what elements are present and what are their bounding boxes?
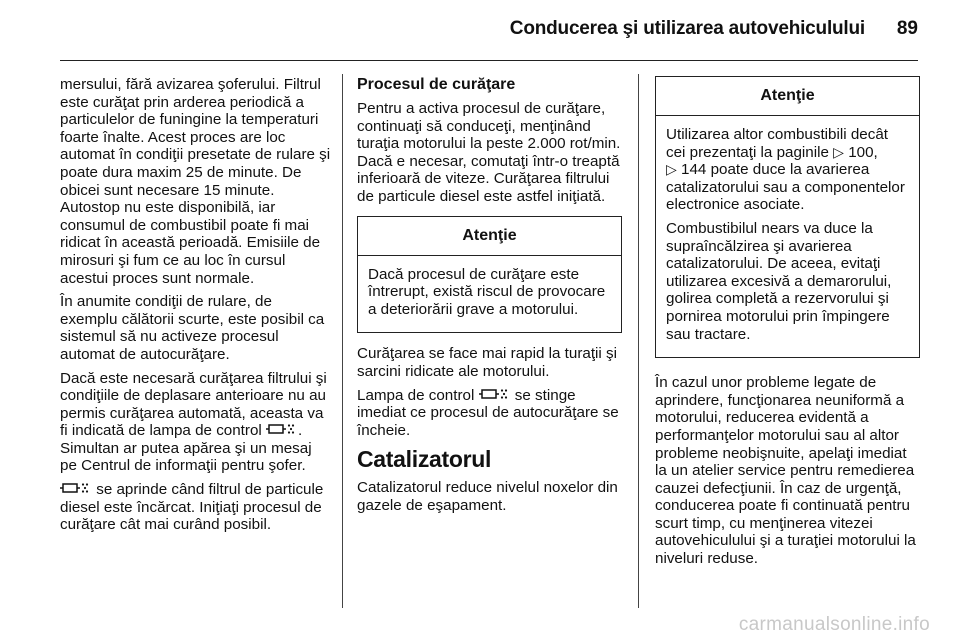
diesel-particle-filter-icon xyxy=(479,387,509,401)
paragraph: Dacă este necesară curăţarea filtrului şi condiţiile de deplasare anterioare nu au permis curăţarea automată, aceasta va fi indicată de lampa de control . Simultan ar putea apărea şi un mesaj pe Centrul de informaţii pentru şofer. xyxy=(60,369,327,475)
paragraph: În cazul unor probleme legate de aprindere, funcţionarea neuniformă a motorului, reducerea evidentă a performanţelor motorului sau al altor probleme neobişnuite, apelaţi imediat la un atelier service pentru remedierea cauzei defecţiunii. În caz de urgenţă, conducerea poate fi continuată pentru scurt timp, cu menţinerea vitezei autovehiculului şi a turaţiei motorului la niveluri reduse. xyxy=(655,374,916,568)
page-reference-arrow-icon: ▷ xyxy=(666,161,677,178)
watermark: carmanualsonline.info xyxy=(738,614,930,635)
diesel-particle-filter-icon xyxy=(266,422,296,436)
paragraph: se aprinde când filtrul de particule diesel este încărcat. Iniţiaţi procesul de curăţare cât mai curând posibil. xyxy=(60,481,324,534)
warning-box xyxy=(357,216,622,334)
paragraph: Catalizatorul reduce nivelul noxelor din gazele de eşapament. xyxy=(357,479,618,514)
page-reference-arrow-icon: ▷ xyxy=(833,143,844,160)
warning-body xyxy=(358,256,621,333)
column-2 xyxy=(357,76,622,521)
warning-box xyxy=(655,76,920,358)
paragraph: Lampa de control se stinge imediat ce procesul de autocurăţare se încheie. xyxy=(357,386,619,439)
warning-text: Combustibilul nears va duce la supraîncălzirea şi avarierea catalizatorului. De aceea, evitaţi utilizarea excesivă a demarorului, golirea completă a rezervorului şi pornirea motorului prin împingere sau tractare. xyxy=(666,219,892,343)
header-divider xyxy=(60,60,918,61)
paragraph: Pentru a activa procesul de curăţare, continuaţi să conduceţi, menţinând turaţia motorului la peste 2.000 rot/min. Dacă e necesar, comutaţi într-o treaptă inferioară de viteze. Curăţarea filtrului de particule diesel este astfel iniţiată. xyxy=(357,100,621,205)
page-reference-link[interactable]: 100, xyxy=(848,143,878,161)
column-divider-2 xyxy=(638,74,639,608)
warning-text: Utilizarea altor combustibili decât cei prezentaţi la paginile ▷ 100, ▷ 144 poate duce la avarierea catalizatorului sau a componentelor electronice asociate. xyxy=(666,126,905,214)
page-number: 89 xyxy=(896,18,918,39)
diesel-particle-filter-icon xyxy=(60,481,90,495)
paragraph: În anumite condiţii de rulare, de exemplu călătorii scurte, este posibil ca sistemul să nu activeze procesul automat de autocurăţare. xyxy=(60,293,325,363)
page-header xyxy=(0,0,960,60)
column-3 xyxy=(655,76,920,574)
warning-body xyxy=(656,116,919,357)
paragraph: mersului, fără avizarea şoferului. Filtrul este curăţat prin arderea periodică a particulelor de funingine la temperaturi foarte înalte. Acest proces are loc automat în condiţii presetate de rulare şi poate dura maxim 25 de minute. De obicei sunt necesare 15 minute. Autostop nu este disponibilă, iar consumul de combustibil poate fi mai ridicat în această perioadă. Emisiile de mirosuri şi fum ce au loc în cursul acestui proces sunt normale. xyxy=(60,76,331,287)
page-reference-link[interactable]: 144 xyxy=(681,161,707,179)
subheading: Procesul de curăţare xyxy=(357,76,516,93)
paragraph: Curăţarea se face mai rapid la turaţii şi sarcini ridicate ale motorului. xyxy=(357,345,617,380)
column-1 xyxy=(60,76,332,540)
page-title: Conducerea şi utilizarea autovehiculului xyxy=(509,18,865,39)
warning-text: Dacă procesul de curăţare este întrerupt, există riscul de provocare a deteriorării grave a motorului. xyxy=(368,265,606,318)
warning-title: Atenţie xyxy=(656,77,919,116)
column-divider-1 xyxy=(342,74,343,608)
section-heading: Catalizatorul xyxy=(357,446,492,473)
warning-title: Atenţie xyxy=(358,217,621,256)
